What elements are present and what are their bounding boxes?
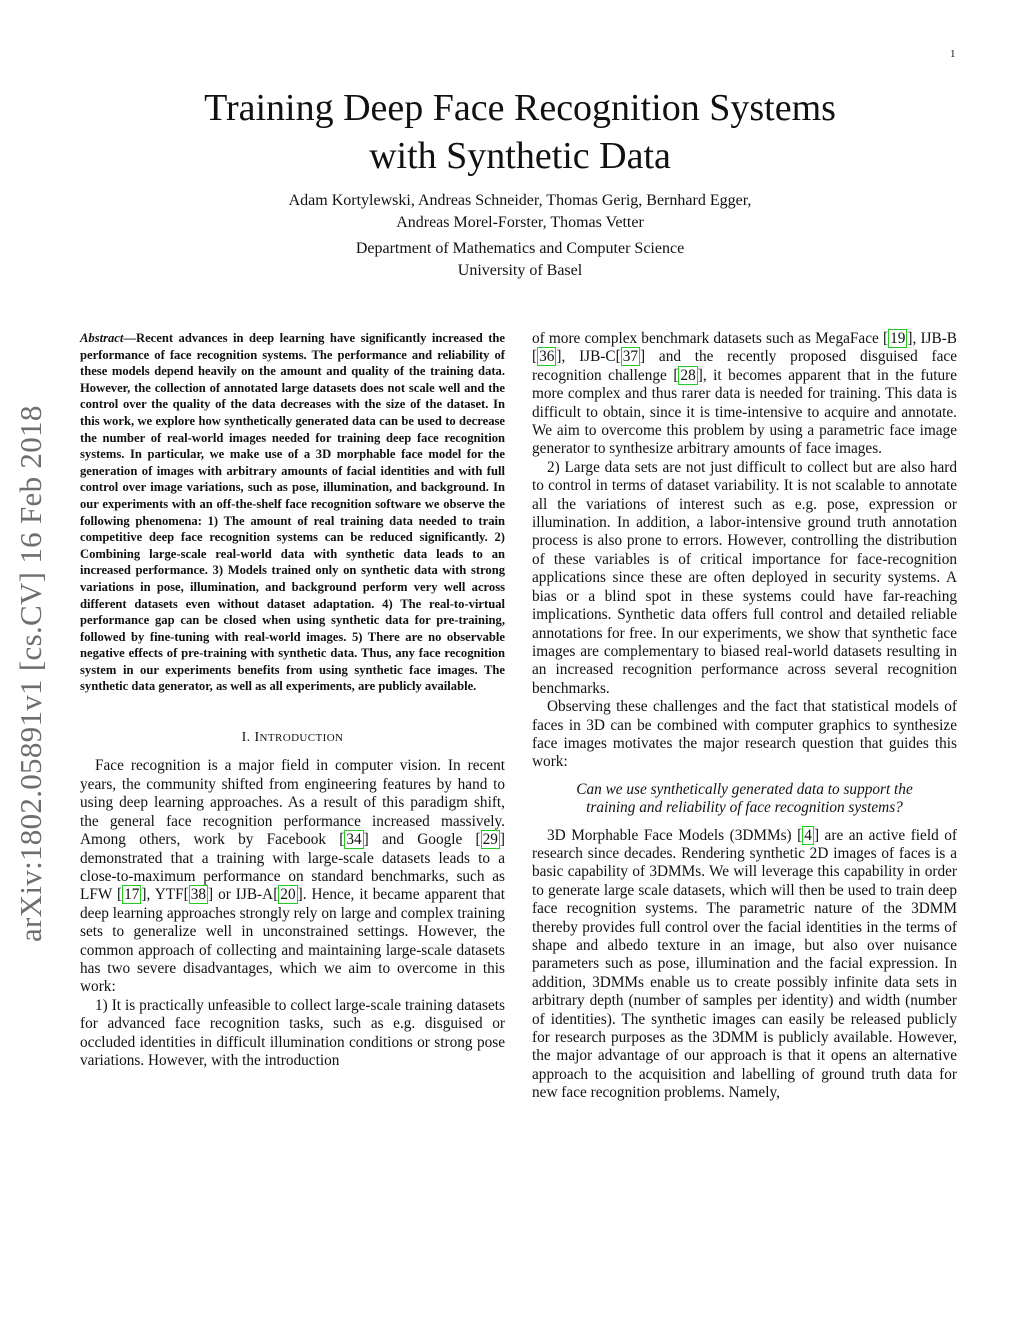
citation-link[interactable]: 38 <box>190 886 207 904</box>
citation-link[interactable]: 19 <box>890 330 906 347</box>
section-title-initial: I <box>254 730 260 746</box>
citation-link[interactable]: 20 <box>280 886 296 904</box>
text-run: of more complex benchmark datasets such as MegaFace <box>532 330 883 347</box>
intro-paragraph-1: Face recognition is a major field in computer vision. In recent years, the community shifted from engineering features by hand to using deep learning approaches. As a result of this paradigm shift, the general face recognition performance increased massively. Among others, work by Facebook [ 34 ] and Google [ 29 ] demonstrated that a training with large-scale datasets leads to a close-to-maximum performance on standard benchmarks, such as LFW [ 17 ], YTF[ 38 ] or IJB-A[ 20 ]. Hence, it became apparent that deep learning approaches strongly rely on large and complex training sets to generalize well in unconstrained settings. However, the common approach of collecting and maintaining large-scale datasets has two severe disadvantages, which we aim to overcome in this work: <box>80 757 505 996</box>
arxiv-identifier: arXiv:1802.05891v1 [cs.CV] 16 Feb 2018 <box>13 405 48 942</box>
text-run: or IJB-A <box>213 886 274 904</box>
intro-paragraph-5: 3D Morphable Face Models (3DMMs) [ 4 ] are an active field of research since decades. Rendering synthetic 2D images of faces is a basic capability of 3DMMs. We will leverage this capability in order to generate large scale datasets, which will then be used to train deep face recognition systems. The parametric nature of the 3DMM thereby provides full control over the facial identities in the terms of shape and albedo texture in an image, but also over nuisance parameters such as pose, illumination and the facial expression. In addition, 3DMMs enable us to create possibly infinite data sets in arbitrary depth (number of samples per identity) and width (number of identities). The synthetic images can easily be released publicly for research purposes as the 3DMM is publicly available. However, the major advantage of our approach is that it opens an alternative approach to the acquisition and labelling of ground truth data for new face recognition problems. Namely, <box>532 826 957 1102</box>
affiliation-university: University of Basel <box>457 262 583 279</box>
paper-title <box>120 84 920 180</box>
author-list <box>120 190 920 234</box>
affiliation <box>120 238 920 282</box>
citation-link[interactable]: 37 <box>622 348 639 366</box>
abstract <box>80 330 505 695</box>
text-run: demonstrated that a training with large-scale datasets leads to a close-to-maximum performance on standard benchmarks, such as LFW <box>80 849 505 904</box>
citation-link[interactable]: 17 <box>124 886 140 904</box>
authors-line-1: Adam Kortylewski, Andreas Schneider, Thomas Gerig, Bernhard Egger, <box>288 192 752 209</box>
citation-link[interactable]: 29 <box>482 831 498 849</box>
intro-paragraph-3: 2) Large data sets are not just difficult to collect but are also hard to control in terms of dataset variability. It is not scalable to annotate all the variations of interest such as e.g. pose, expression or illumination. In addition, a labor-intensive ground truth annotation process is also prone to errors. However, controlling the distribution of these variables is of critical importance for face-recognition applications since these are often deployed in security systems. A bias or a blind spot in these systems could have far-reaching implications. Synthetic data offers full control and detailed reliable annotations for free. In our experiments, we show that synthetic face images are complementary to biased real-world datasets resulting in an increased recognition performance across several recognition benchmarks. <box>532 458 957 697</box>
citation-link[interactable]: 36 <box>539 348 555 366</box>
section-heading-introduction <box>80 729 505 747</box>
intro-paragraph-continued: of more complex benchmark datasets such as MegaFace [ 19 ], IJB-B [ 36 ], IJB-C[ 37 ] and the recently proposed disguised face recognition challenge [ 28 ], it becomes apparent that in the future more complex and thus rarer data is needed for training. This data is difficult to obtain, since it is time-intensive to acquire and annotate. We aim to overcome this problem by using a parametric face image generator to synthesize arbitrary amounts of face images. <box>532 330 957 458</box>
section-title-rest: NTRODUCTION <box>259 732 344 745</box>
text-run: are an active field of research since decades. Rendering synthetic 2D images of faces is a basic capability of 3DMMs. We will leverage this capability in order to generate large scale datasets, which will then be used to train deep face recognition systems. The parametric nature of the 3DMM thereby provides full control over the facial identities in the terms of shape and albedo texture in an image, but also over nuisance parameters such as pose, illumination and the facial expression. In addition, 3DMMs enable us to create possibly infinite data sets in arbitrary depth (number of samples per identity) and width (number of identities). The synthetic images can easily be released publicly for research purposes as the 3DMM is publicly available. However, the major advantage of our approach is that it opens an alternative approach to the acquisition and labelling of ground truth data for new face recognition problems. Namely, <box>532 826 957 1102</box>
citation-link[interactable]: 4 <box>804 826 812 844</box>
text-run: 3D Morphable Face Models (3DMMs) <box>547 826 798 844</box>
text-run: , IJB-C <box>561 348 616 366</box>
title-line-2: with Synthetic Data <box>369 135 671 177</box>
research-question: Can we use synthetically generated data to support the training and reliability of face recognition systems? <box>576 780 913 817</box>
text-run: , YTF <box>146 886 184 904</box>
authors-line-2: Andreas Morel-Forster, Thomas Vetter <box>396 214 644 231</box>
text-run: and the recently proposed disguised face recognition challenge <box>532 348 957 384</box>
text-run: Face recognition is a major field in computer vision. In recent years, the community shifted from engineering features by hand to using deep learning approaches. As a result of this paradigm shift, the general face recognition performance increased massively. Among others, work by Facebook <box>80 757 505 849</box>
citation-link[interactable]: 28 <box>680 366 696 384</box>
abstract-text: —Recent advances in deep learning have significantly increased the performance of face recognition systems. The performance and reliability of these models depend heavily on the amount and quality of the training data. However, the collection of annotated large datasets does not scale well and the control over the quality of the data decreases with the size of the dataset. In this work, we explore how synthetically generated data can be used to decrease the number of real-world images needed for training deep face recognition systems. In particular, we make use of a 3D morphable face model for the generation of images with arbitrary amounts of facial identities and with full control over image variations, such as pose, illumination, and background. In our experiments with an off-the-shelf face recognition software we observe the following phenomena: 1) The amount of real training data needed to train competitive deep face recognition systems can be reduced significantly. 2) Combining large-scale real-world data with synthetic data leads to an increased performance. 3) Models trained only on synthetic data with strong variations in pose, illumination, and background perform very well across different datasets even without dataset adaptation. 4) The real-to-virtual performance gap can be closed when using synthetic data for pre-training, followed by fine-tuning with real-world images. 5) There are no observable negative effects of pre-training with synthetic data. Thus, any face recognition system in our experiments benefits from using synthetic face images. The synthetic data generator, as well as all experiments, are publicly available. <box>80 331 505 694</box>
page-number: 1 <box>950 48 956 60</box>
text-run: , it becomes apparent that in the future more complex and thus rarer data is needed for training. This data is difficult to obtain, since it is time-intensive to acquire and annotate. We aim to overcome this problem by using a parametric face image generator to synthesize arbitrary amounts of face images. <box>532 366 957 458</box>
intro-paragraph-4: Observing these challenges and the fact that statistical models of faces in 3D can be combined with computer graphics to synthesize face images motivates the major research question that guides this work: <box>532 698 957 771</box>
citation-link[interactable]: 34 <box>346 831 362 849</box>
abstract-label: Abstract <box>80 331 124 345</box>
title-line-1: Training Deep Face Recognition Systems <box>204 87 836 129</box>
text-run: and Google <box>368 831 476 849</box>
text-run: . Hence, it became apparent that deep learning approaches strongly rely on large and complex training sets to generalize well in unconstrained settings. However, the common approach of collecting and maintaining large-scale datasets has two severe disadvantages, which we aim to overcome in this work: <box>80 886 505 996</box>
intro-paragraph-2: 1) It is practically unfeasible to collect large-scale training datasets for advanced face recognition tasks, such as e.g. disguised or occluded identities in difficult illumination conditions or strong pose variations. However, with the introduction <box>80 996 505 1069</box>
left-column <box>80 330 505 1070</box>
right-column <box>532 330 957 1103</box>
section-number: I. <box>241 730 251 746</box>
affiliation-department: Department of Mathematics and Computer Science <box>355 240 685 257</box>
text-run: , IJB-B <box>912 330 957 347</box>
